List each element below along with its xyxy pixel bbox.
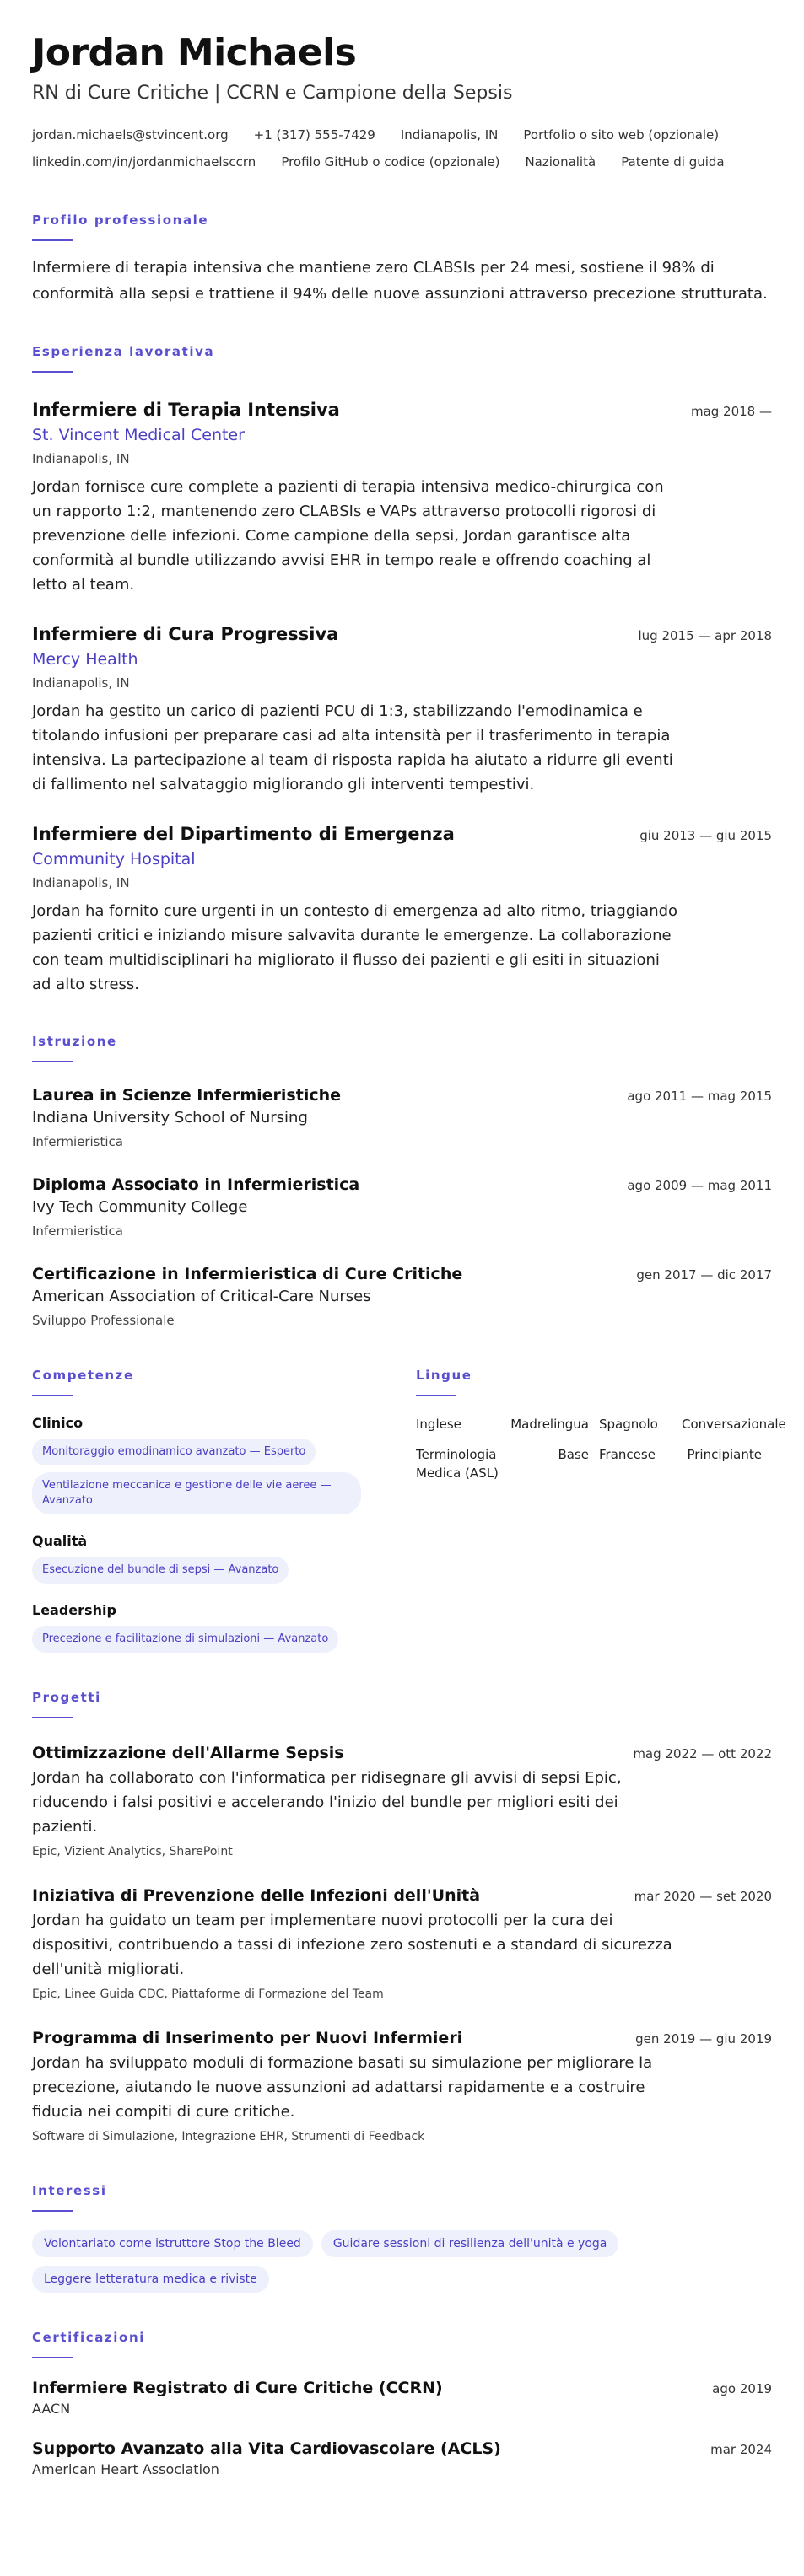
section-title-certifications: Certificazioni bbox=[32, 2330, 145, 2345]
project-tools: Software di Simulazione, Integrazione EHR, Strumenti di Feedback bbox=[32, 2130, 425, 2143]
section-title-languages: Lingue bbox=[416, 1368, 472, 1383]
interest-chip: Guidare sessioni di resilienza dell'unità e yoga bbox=[321, 2230, 619, 2257]
skills-languages-row bbox=[32, 1366, 786, 1653]
project-entry bbox=[32, 1885, 772, 2003]
experience-entry bbox=[32, 822, 772, 997]
school-name: Indiana University School of Nursing bbox=[32, 1109, 308, 1127]
job-location: Indianapolis, IN bbox=[32, 875, 130, 890]
job-description: Jordan ha gestito un carico di pazienti PCU di 1:3, stabilizzando l'emodinamica e titolando infusioni per preparare casi ad alta intensità per il trasferimento in terapia intensiva. La partecipazione al team di risposta rapida ha aiutato a ridurre gli eventi di fallimento nel salvataggio migliorando gli interventi tempestivi. bbox=[32, 702, 673, 793]
skill-group bbox=[32, 1531, 386, 1584]
projects-section bbox=[32, 1688, 772, 2146]
summary-section bbox=[32, 211, 772, 307]
certification-issuer: AACN bbox=[32, 2401, 71, 2417]
degree-title: Diploma Associato in Infermieristica bbox=[32, 1175, 360, 1194]
skill-group bbox=[32, 1600, 386, 1653]
skills-section bbox=[32, 1366, 386, 1653]
contact-list bbox=[32, 121, 772, 175]
job-title: Infermiere di Terapia Intensiva bbox=[32, 400, 340, 420]
project-tools: Epic, Vizient Analytics, SharePoint bbox=[32, 1845, 233, 1858]
section-title-education: Istruzione bbox=[32, 1034, 117, 1049]
job-location: Indianapolis, IN bbox=[32, 675, 130, 691]
experience-entry bbox=[32, 398, 772, 597]
degree-field: Infermieristica bbox=[32, 1134, 123, 1149]
section-divider bbox=[32, 2210, 73, 2212]
section-divider bbox=[32, 1717, 73, 1718]
contact-driving-license: Patente di guida bbox=[621, 154, 725, 169]
project-description: Jordan ha sviluppato moduli di formazione basati su simulazione per migliorare la precezione, aiutando le nuove assunzioni ad adattarsi rapidamente e a costruire fiducia nei compiti di cure critiche. bbox=[32, 2054, 653, 2121]
section-title-projects: Progetti bbox=[32, 1690, 101, 1705]
school-name: American Association of Critical-Care Nurses bbox=[32, 1288, 371, 1305]
skill-group bbox=[32, 1413, 386, 1514]
language-name: Terminologia Medica (ASL) bbox=[416, 1447, 499, 1481]
degree-field: Infermieristica bbox=[32, 1223, 123, 1239]
certification-entry bbox=[32, 2377, 772, 2419]
degree-dates: ago 2011 — mag 2015 bbox=[627, 1089, 772, 1104]
section-divider bbox=[32, 2357, 73, 2358]
project-entry bbox=[32, 2027, 772, 2146]
section-divider bbox=[32, 1395, 73, 1396]
contact-linkedin[interactable]: linkedin.com/in/jordanmichaelsccrn bbox=[32, 154, 256, 169]
language-name: Spagnolo bbox=[599, 1417, 658, 1432]
degree-title: Certificazione in Infermieristica di Cure Critiche bbox=[32, 1265, 463, 1283]
education-section bbox=[32, 1032, 772, 1331]
experience-section bbox=[32, 342, 772, 997]
contact-github[interactable]: Profilo GitHub o codice (opzionale) bbox=[281, 154, 500, 169]
degree-title: Laurea in Scienze Infermieristiche bbox=[32, 1086, 342, 1105]
contact-email[interactable]: jordan.michaels@stvincent.org bbox=[32, 127, 229, 143]
project-entry bbox=[32, 1742, 772, 1861]
job-description: Jordan ha fornito cure urgenti in un contesto di emergenza ad alto ritmo, triaggiando pazienti critici e iniziando misure salvavita durante le emergenze. La collaborazione con team multidisciplinari ha migliorato il flusso dei pazienti e gli esiti in situazioni ad alto stress. bbox=[32, 902, 678, 993]
education-entry bbox=[32, 1174, 772, 1241]
certification-entry bbox=[32, 2438, 772, 2480]
skill-group-title: Clinico bbox=[32, 1415, 84, 1431]
interest-list bbox=[32, 2230, 639, 2293]
project-description: Jordan ha guidato un team per implementare nuovi protocolli per la cura dei dispositivi, contribuendo a tassi di infezione zero sostenuti e a standard di sicurezza dell'unità migliorati. bbox=[32, 1912, 672, 1978]
experience-entry bbox=[32, 622, 772, 797]
languages-section bbox=[416, 1366, 786, 1653]
job-employer: St. Vincent Medical Center bbox=[32, 426, 245, 444]
job-dates: lug 2015 — apr 2018 bbox=[638, 628, 772, 643]
certification-date: mar 2024 bbox=[710, 2442, 772, 2457]
contact-nationality: Nazionalità bbox=[525, 154, 596, 169]
job-title: Infermiere del Dipartimento di Emergenza bbox=[32, 824, 455, 844]
languages-grid bbox=[416, 1415, 786, 1482]
degree-dates: gen 2017 — dic 2017 bbox=[636, 1267, 772, 1283]
section-title-experience: Esperienza lavorativa bbox=[32, 344, 215, 359]
contact-phone[interactable]: +1 (317) 555-7429 bbox=[253, 127, 375, 143]
certification-issuer: American Heart Association bbox=[32, 2461, 219, 2477]
candidate-headline: RN di Cure Critiche | CCRN e Campione della Sepsis bbox=[32, 83, 513, 104]
interest-chip: Leggere letteratura medica e riviste bbox=[32, 2266, 269, 2293]
summary-text: Infermiere di terapia intensiva che mantiene zero CLABSIs per 24 mesi, sostiene il 98% di conformità alla sepsi e trattiene il 94% delle nuove assunzioni attraverso precezione strutturata. bbox=[32, 259, 768, 303]
section-divider bbox=[32, 371, 73, 373]
job-dates: mag 2018 — bbox=[690, 404, 772, 419]
certification-title: Infermiere Registrato di Cure Critiche (CCRN) bbox=[32, 2379, 443, 2397]
project-title: Programma di Inserimento per Nuovi Infermieri bbox=[32, 2029, 463, 2047]
skill-chip: Monitoraggio emodinamico avanzato — Esperto bbox=[32, 1439, 316, 1465]
education-entry bbox=[32, 1084, 772, 1152]
section-divider bbox=[32, 239, 73, 241]
language-name: Inglese bbox=[416, 1417, 461, 1432]
certification-date: ago 2019 bbox=[712, 2381, 772, 2396]
skill-chip: Precezione e facilitazione di simulazioni — Avanzato bbox=[32, 1626, 338, 1653]
project-title: Ottimizzazione dell'Allarme Sepsis bbox=[32, 1744, 344, 1762]
language-level: Principiante bbox=[687, 1447, 762, 1462]
candidate-name: Jordan Michaels bbox=[32, 31, 357, 74]
language-name: Francese bbox=[599, 1447, 656, 1462]
job-employer: Mercy Health bbox=[32, 650, 138, 669]
language-level: Conversazionale bbox=[682, 1417, 786, 1432]
job-employer: Community Hospital bbox=[32, 850, 196, 869]
project-dates: mar 2020 — set 2020 bbox=[634, 1889, 772, 1904]
skill-chip: Esecuzione del bundle di sepsi — Avanzato bbox=[32, 1557, 289, 1584]
section-divider bbox=[32, 1061, 73, 1062]
section-divider bbox=[416, 1395, 456, 1396]
job-location: Indianapolis, IN bbox=[32, 451, 130, 466]
section-title-skills: Competenze bbox=[32, 1368, 134, 1383]
school-name: Ivy Tech Community College bbox=[32, 1198, 248, 1216]
skill-group-title: Leadership bbox=[32, 1602, 116, 1618]
contact-portfolio[interactable]: Portfolio o sito web (opzionale) bbox=[523, 127, 720, 143]
project-title: Iniziativa di Prevenzione delle Infezioni dell'Unità bbox=[32, 1886, 481, 1905]
certifications-section bbox=[32, 2328, 772, 2480]
project-dates: mag 2022 — ott 2022 bbox=[633, 1746, 772, 1761]
certification-title: Supporto Avanzato alla Vita Cardiovascolare (ACLS) bbox=[32, 2439, 501, 2458]
project-dates: gen 2019 — giu 2019 bbox=[635, 2031, 772, 2046]
section-title-summary: Profilo professionale bbox=[32, 212, 209, 228]
skill-group-title: Qualità bbox=[32, 1533, 88, 1549]
education-entry bbox=[32, 1263, 772, 1331]
project-description: Jordan ha collaborato con l'informatica per ridisegnare gli avvisi di sepsi Epic, riducendo i falsi positivi e accelerando l'inizio del bundle per migliori esiti dei pazienti. bbox=[32, 1769, 622, 1836]
section-title-interests: Interessi bbox=[32, 2183, 107, 2198]
interest-chip: Volontariato come istruttore Stop the Bleed bbox=[32, 2230, 313, 2257]
language-level: Base bbox=[558, 1447, 589, 1462]
interests-section bbox=[32, 2181, 772, 2293]
skill-chip: Ventilazione meccanica e gestione delle vie aeree — Avanzato bbox=[32, 1472, 361, 1514]
job-description: Jordan fornisce cure complete a pazienti di terapia intensiva medico-chirurgica con un rapporto 1:2, mantenendo zero CLABSIs e VAPs attraverso protocolli rigorosi di prevenzione delle infezioni. Come campione della sepsi, Jordan garantisce alta conformità al bundle utilizzando avvisi EHR in tempo reale e offrendo coaching al letto al team. bbox=[32, 478, 664, 594]
project-tools: Epic, Linee Guida CDC, Piattaforme di Formazione del Team bbox=[32, 1987, 384, 2001]
degree-dates: ago 2009 — mag 2011 bbox=[627, 1178, 772, 1193]
job-title: Infermiere di Cura Progressiva bbox=[32, 624, 339, 644]
degree-field: Sviluppo Professionale bbox=[32, 1313, 175, 1328]
job-dates: giu 2013 — giu 2015 bbox=[639, 828, 772, 843]
contact-location: Indianapolis, IN bbox=[400, 127, 499, 143]
language-level: Madrelingua bbox=[510, 1417, 589, 1432]
